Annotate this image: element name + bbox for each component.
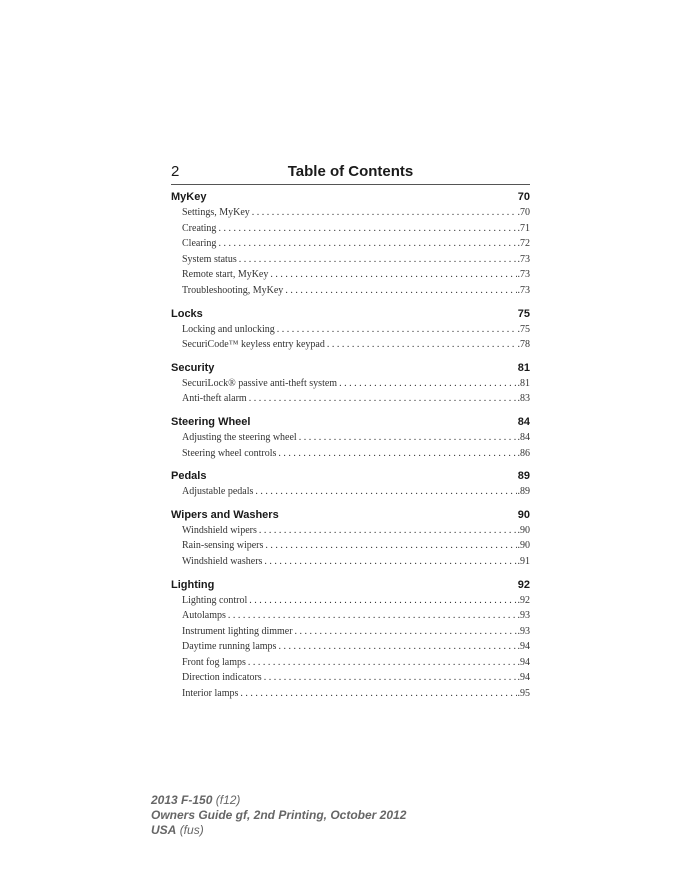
toc-entry[interactable] [182,337,530,353]
toc-entry[interactable] [182,686,530,702]
dot-leader [276,446,516,462]
entry-page-number: .90 [517,540,530,552]
toc-section-heading[interactable] [171,507,530,523]
toc-section-heading[interactable] [171,306,530,322]
entry-label: Creating [182,222,217,234]
toc-entry[interactable] [182,283,530,299]
entry-label: Locking and unlocking [182,323,275,335]
dot-leader [325,337,517,353]
page-header [171,164,530,185]
entry-page-number: .93 [517,625,530,637]
entry-label: Instrument lighting dimmer [182,625,293,637]
entry-label: Front fog lamps [182,656,246,668]
entry-page-number: .71 [517,222,530,234]
entry-page-number: .72 [517,238,530,250]
document-footer [151,793,406,838]
toc-entry[interactable] [182,554,530,570]
footer-model: 2013 F-150 [151,793,213,807]
dot-leader [247,391,517,407]
toc-section [171,577,530,702]
entry-label: Direction indicators [182,672,262,684]
toc-section-heading[interactable] [171,360,530,376]
entry-page-number: .91 [517,555,530,567]
entry-label: Autolamps [182,610,226,622]
entry-page-number: .89 [517,486,530,498]
section-page-number: 90 [517,508,530,521]
footer-market: USA [151,823,177,837]
entry-page-number: .90 [517,524,530,536]
footer-model-line [151,793,406,808]
entry-label: SecuriCode™ keyless entry keypad [182,339,325,351]
entry-page-number: .73 [517,269,530,281]
toc-section [171,414,530,461]
toc-entry[interactable] [182,430,530,446]
toc-entry[interactable] [182,322,530,338]
dot-leader [250,205,517,221]
section-title: Wipers and Washers [171,508,279,521]
entry-label: System status [182,253,237,265]
section-page-number: 84 [517,415,530,428]
entry-label: Remote start, MyKey [182,269,269,281]
dot-leader [263,538,516,554]
footer-model-code: (f12) [215,793,241,807]
section-title: MyKey [171,191,207,203]
toc-entry[interactable] [182,608,530,624]
section-page-number: 75 [517,307,530,320]
entry-page-number: .95 [517,688,530,700]
entry-page-number: .94 [517,656,530,668]
section-page-number: 89 [517,470,530,483]
toc-section-heading[interactable] [171,189,530,205]
toc-entry[interactable] [182,205,530,221]
toc-entry[interactable] [182,484,530,500]
page-title: Table of Contents [287,163,414,180]
dot-leader [247,593,516,609]
toc-entry[interactable] [182,391,530,407]
section-title: Locks [171,307,203,320]
dot-leader [283,283,516,299]
dot-leader [226,608,517,624]
entry-page-number: .78 [517,339,530,351]
toc-section [171,507,530,570]
entry-label: Windshield wipers [182,524,257,536]
entry-label: Interior lamps [182,688,239,700]
toc-entry[interactable] [182,376,530,392]
dot-leader [293,624,517,640]
toc-entry[interactable] [182,523,530,539]
dot-leader [216,221,516,237]
toc-entry[interactable] [182,670,530,686]
dot-leader [246,655,517,671]
toc-entry[interactable] [182,655,530,671]
dot-leader [268,267,516,283]
section-page-number: 70 [517,191,530,203]
dot-leader [237,252,517,268]
entry-page-number: .92 [517,594,530,606]
dot-leader [238,686,516,702]
entry-label: Rain-sensing wipers [182,540,264,552]
entry-label: Adjusting the steering wheel [182,431,297,443]
entry-label: Troubleshooting, MyKey [182,284,284,296]
toc-section-heading[interactable] [171,468,530,484]
entry-page-number: .86 [517,447,530,459]
entry-page-number: .83 [517,393,530,405]
entry-page-number: .94 [517,672,530,684]
section-page-number: 92 [517,578,530,591]
entry-page-number: .84 [517,431,530,443]
toc-entry[interactable] [182,267,530,283]
dot-leader [253,484,516,500]
entry-page-number: .94 [517,641,530,653]
section-title: Lighting [171,578,215,591]
toc-section [171,189,530,299]
toc-section-heading[interactable] [171,414,530,430]
dot-leader [216,236,516,252]
footer-printing: Owners Guide gf, 2nd Printing, October 2012 [151,808,407,822]
table-of-contents [171,189,530,709]
page-number: 2 [171,163,180,180]
entry-label: Anti-theft alarm [182,393,247,405]
entry-page-number: .93 [517,610,530,622]
toc-section [171,306,530,353]
entry-label: Daytime running lamps [182,641,277,653]
dot-leader [275,322,517,338]
entry-page-number: .73 [517,253,530,265]
toc-section [171,360,530,407]
entry-label: Lighting control [182,594,248,606]
toc-entry[interactable] [182,639,530,655]
toc-section-heading[interactable] [171,577,530,593]
entry-label: Settings, MyKey [182,207,250,218]
entry-label: Adjustable pedals [182,486,254,498]
dot-leader [262,670,517,686]
toc-entry[interactable] [182,252,530,268]
section-title: Pedals [171,470,207,483]
section-title: Security [171,361,215,374]
entry-page-number: .73 [517,284,530,296]
entry-page-number: .75 [517,323,530,335]
dot-leader [276,639,516,655]
toc-entry[interactable] [182,221,530,237]
dot-leader [297,430,517,446]
entry-label: SecuriLock® passive anti-theft system [182,377,338,389]
section-page-number: 81 [517,361,530,374]
toc-entry[interactable] [182,538,530,554]
footer-market-code: (fus) [179,823,204,837]
toc-entry[interactable] [182,236,530,252]
entry-page-number: .70 [517,207,530,218]
toc-entry[interactable] [182,446,530,462]
entry-label: Steering wheel controls [182,447,277,459]
toc-entry[interactable] [182,624,530,640]
toc-section [171,468,530,500]
entry-label: Windshield washers [182,555,263,567]
dot-leader [337,376,516,392]
dot-leader [262,554,516,570]
footer-market-line [151,823,406,838]
section-title: Steering Wheel [171,415,251,428]
toc-entry[interactable] [182,593,530,609]
dot-leader [257,523,517,539]
entry-page-number: .81 [517,377,530,389]
entry-label: Clearing [182,238,217,250]
